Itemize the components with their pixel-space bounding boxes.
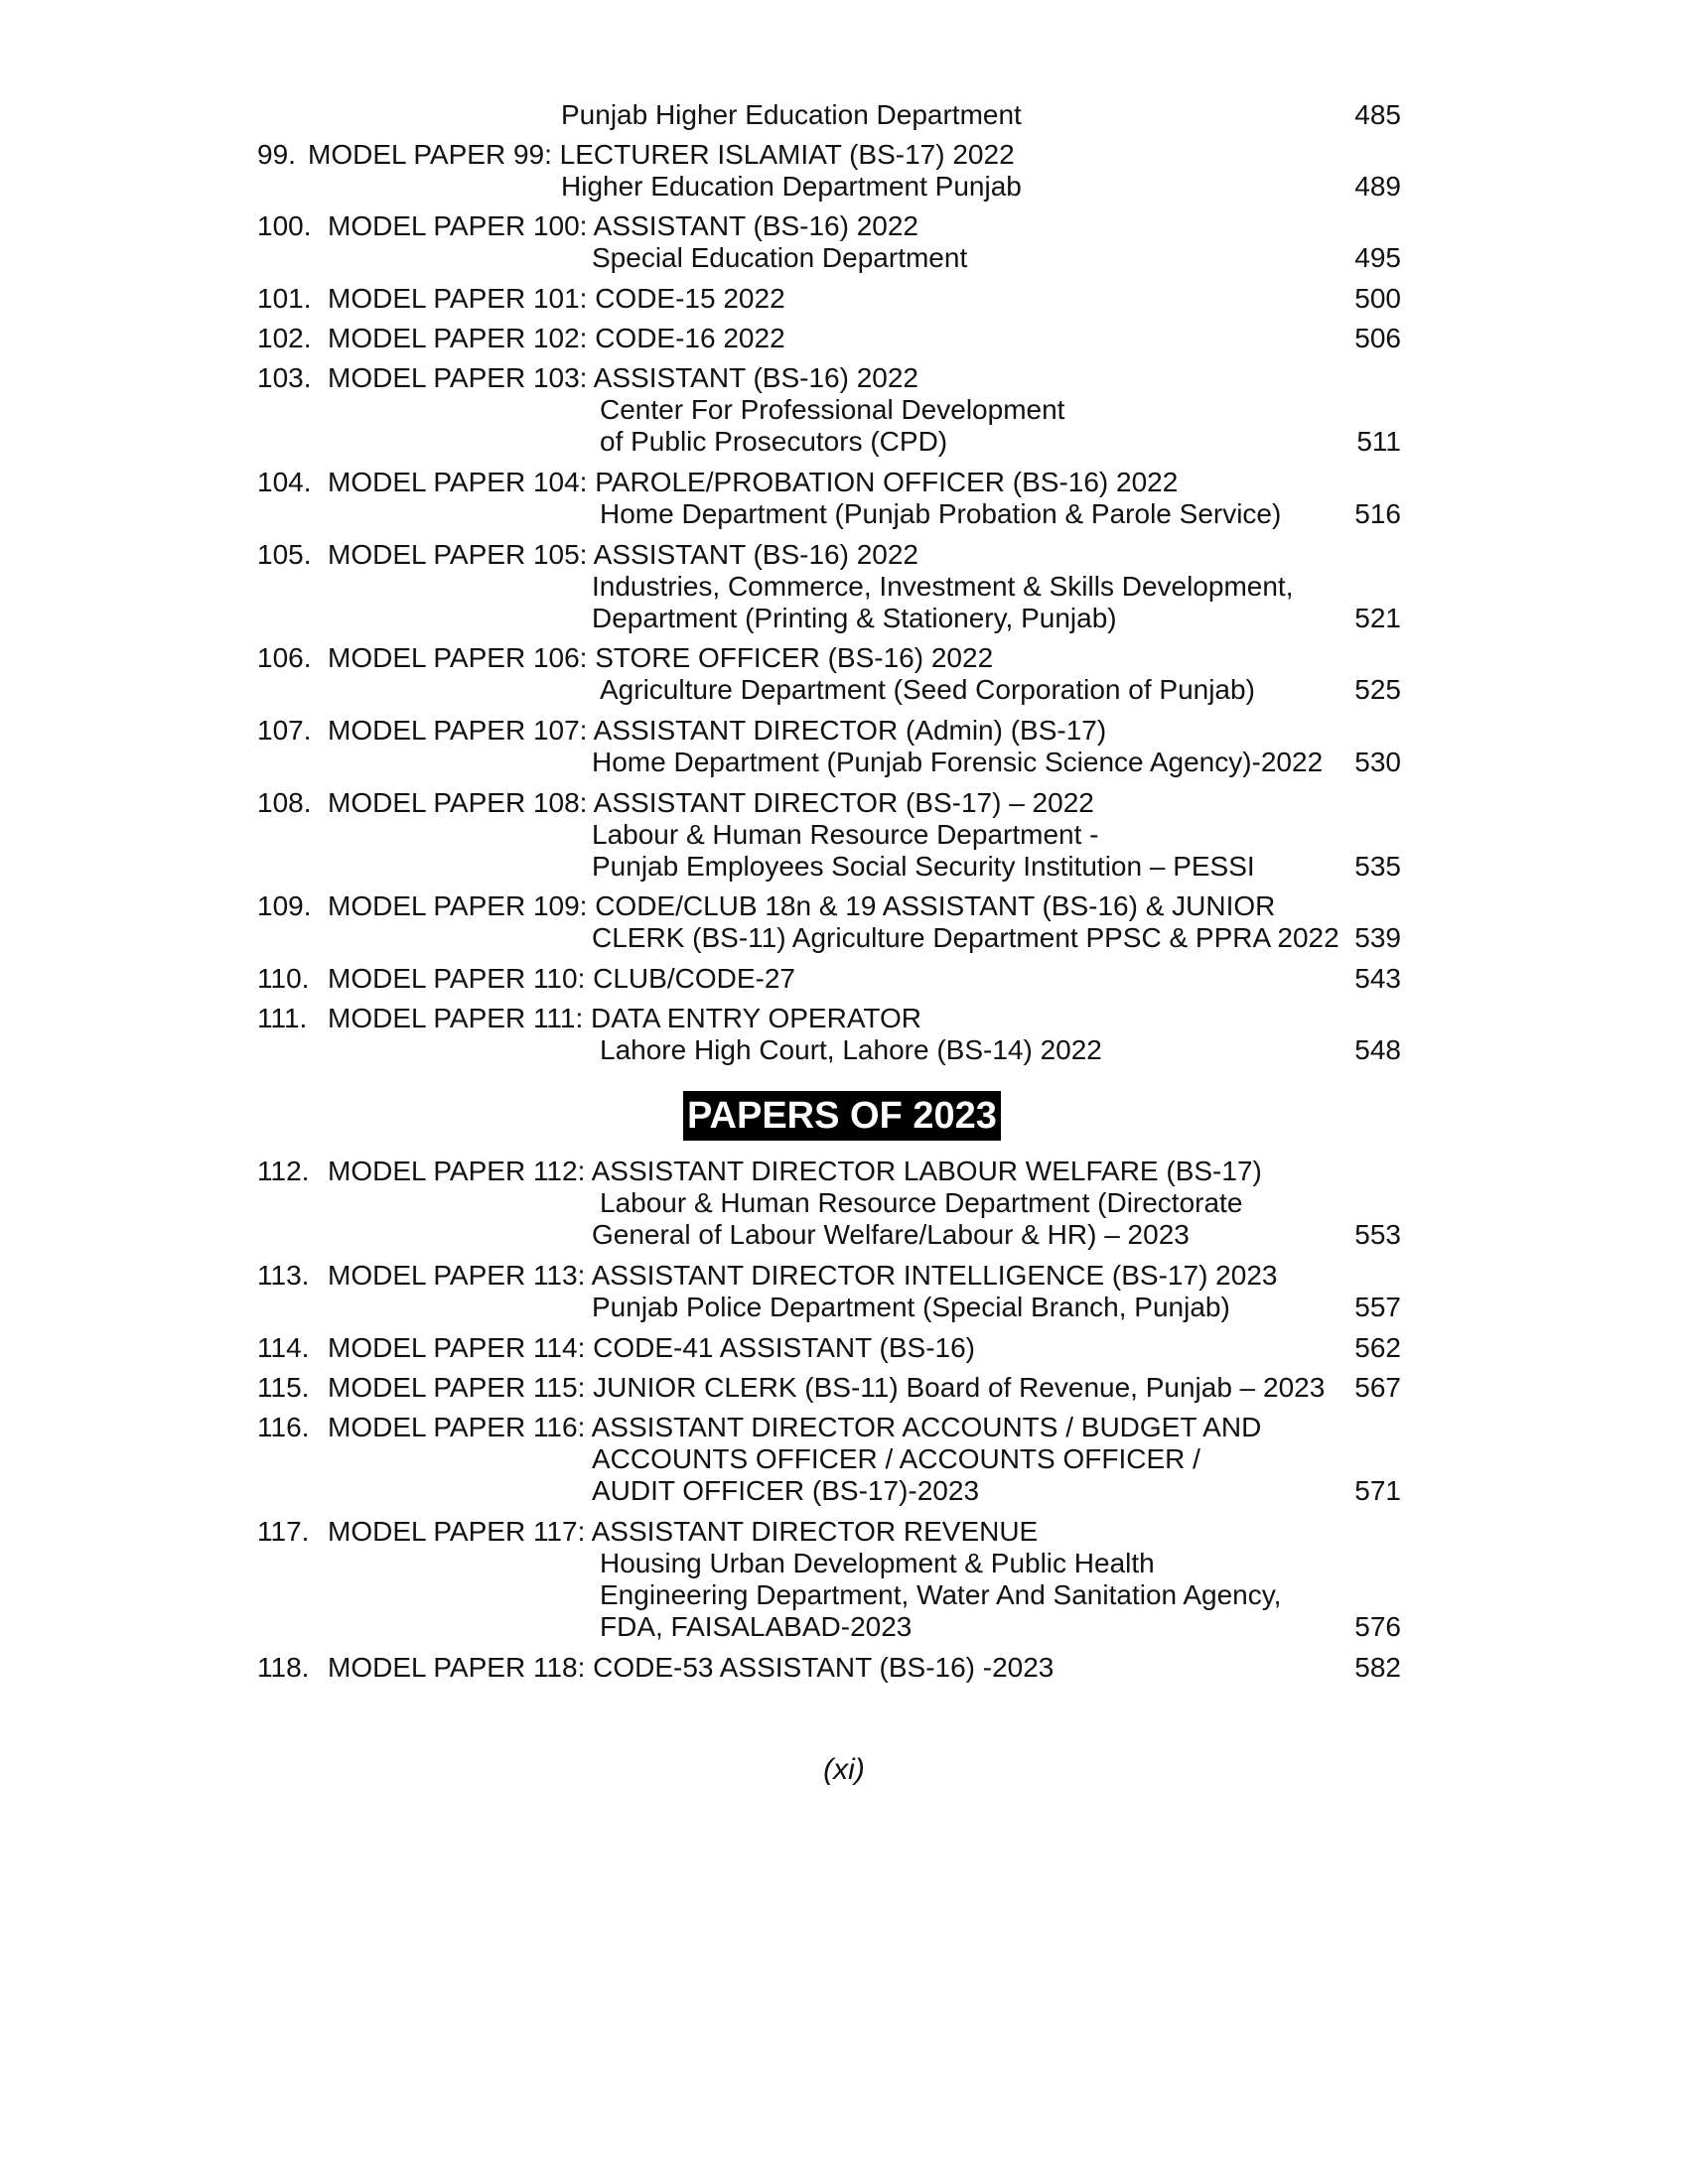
toc-entry-title: MODEL PAPER 112: ASSISTANT DIRECTOR LABOUR WELFARE (BS-17) (328, 1156, 1262, 1186)
toc-entry-number: 110. (257, 963, 310, 994)
toc-subtitle: Lahore High Court, Lahore (BS-14) 2022 (600, 1034, 1102, 1065)
toc-entry-title: MODEL PAPER 100: ASSISTANT (BS-16) 2022 (328, 210, 918, 241)
toc-entry-title: MODEL PAPER 99: LECTURER ISLAMIAT (BS-17) 2022 (308, 139, 1015, 170)
toc-entry-number: 100. (257, 210, 312, 241)
toc-entry-number: 116. (257, 1412, 310, 1442)
toc-subtitle: Housing Urban Development & Public Health (600, 1548, 1155, 1578)
toc-page-number: 553 (1354, 1219, 1401, 1250)
toc-page-number: 557 (1354, 1292, 1401, 1322)
toc-subtitle: Home Department (Punjab Forensic Science Agency)-2022 (592, 747, 1324, 777)
toc-entry-title: MODEL PAPER 118: CODE-53 ASSISTANT (BS-16) -2023 (328, 1652, 1055, 1683)
toc-page-number: 567 (1354, 1372, 1401, 1403)
toc-entry-number: 114. (257, 1332, 310, 1363)
toc-page-number: 525 (1354, 674, 1401, 705)
toc-entry-title: MODEL PAPER 117: ASSISTANT DIRECTOR REVENUE (328, 1516, 1039, 1547)
toc-entry-title: MODEL PAPER 109: CODE/CLUB 18n & 19 ASSISTANT (BS-16) & JUNIOR (328, 890, 1276, 921)
toc-subtitle: Higher Education Department Punjab (561, 171, 1022, 202)
toc-entry-number: 107. (257, 715, 312, 746)
toc-entry-number: 105. (257, 539, 312, 570)
toc-entry-number: 102. (257, 323, 312, 353)
toc-subtitle: Punjab Higher Education Department (561, 99, 1022, 130)
toc-page-number: 489 (1354, 171, 1401, 202)
toc-subtitle: Home Department (Punjab Probation & Parole Service) (600, 498, 1282, 529)
toc-page-number: 539 (1354, 922, 1401, 953)
toc-entry-number: 118. (257, 1652, 310, 1683)
toc-entry-number: 108. (257, 787, 312, 818)
page-folio: (xi) (823, 1753, 865, 1786)
toc-subtitle: Special Education Department (592, 242, 968, 273)
toc-entry-number: 111. (257, 1003, 308, 1033)
toc-subtitle: Labour & Human Resource Department (Directorate (600, 1187, 1243, 1218)
toc-subtitle: Industries, Commerce, Investment & Skills Development, (592, 571, 1294, 602)
toc-entry-number: 113. (257, 1260, 310, 1291)
toc-page-number: 543 (1354, 963, 1401, 994)
toc-page-number: 530 (1354, 747, 1401, 777)
toc-entry-title: MODEL PAPER 104: PAROLE/PROBATION OFFICER (BS-16) 2022 (328, 467, 1179, 497)
toc-page-number: 511 (1356, 426, 1401, 457)
toc-entry-title: MODEL PAPER 106: STORE OFFICER (BS-16) 2022 (328, 642, 994, 673)
toc-subtitle: General of Labour Welfare/Labour & HR) – 2023 (592, 1219, 1190, 1250)
toc-entry-title: MODEL PAPER 116: ASSISTANT DIRECTOR ACCOUNTS / BUDGET AND (328, 1412, 1262, 1442)
toc-entry-title: MODEL PAPER 101: CODE-15 2022 (328, 283, 785, 314)
toc-subtitle: Punjab Police Department (Special Branch, Punjab) (592, 1292, 1230, 1322)
toc-subtitle: Engineering Department, Water And Sanitation Agency, (600, 1579, 1282, 1610)
toc-entry-title: MODEL PAPER 114: CODE-41 ASSISTANT (BS-16) (328, 1332, 975, 1363)
toc-page-number: 485 (1354, 99, 1401, 130)
toc-entry-number: 103. (257, 362, 312, 393)
toc-subtitle: Punjab Employees Social Security Institution – PESSI (592, 851, 1255, 882)
toc-subtitle: AUDIT OFFICER (BS-17)-2023 (592, 1475, 980, 1506)
toc-entry-number: 104. (257, 467, 312, 497)
toc-subtitle: CLERK (BS-11) Agriculture Department PPSC & PPRA 2022 (592, 922, 1339, 953)
toc-subtitle: ACCOUNTS OFFICER / ACCOUNTS OFFICER / (592, 1443, 1200, 1474)
toc-entry-title: MODEL PAPER 110: CLUB/CODE-27 (328, 963, 795, 994)
toc-entry-title: MODEL PAPER 102: CODE-16 2022 (328, 323, 785, 353)
toc-page-number: 506 (1354, 323, 1401, 353)
toc-subtitle: of Public Prosecutors (CPD) (600, 426, 948, 457)
toc-page-number: 495 (1354, 242, 1401, 273)
toc-subtitle: Department (Printing & Stationery, Punjab) (592, 603, 1117, 633)
toc-entry-title: MODEL PAPER 103: ASSISTANT (BS-16) 2022 (328, 362, 918, 393)
toc-subtitle: Center For Professional Development (600, 394, 1065, 425)
toc-page-number: 582 (1354, 1652, 1401, 1683)
toc-subtitle: Labour & Human Resource Department - (592, 819, 1099, 850)
section-heading: PAPERS OF 2023 (683, 1091, 1001, 1141)
toc-page-number: 562 (1354, 1332, 1401, 1363)
toc-page-number: 500 (1354, 283, 1401, 314)
toc-entry-number: 115. (257, 1372, 310, 1403)
toc-entry-number: 101. (257, 283, 312, 314)
toc-entry-title: MODEL PAPER 107: ASSISTANT DIRECTOR (Admin) (BS-17) (328, 715, 1107, 746)
toc-entry-number: 112. (257, 1156, 310, 1186)
toc-page-number: 576 (1354, 1611, 1401, 1642)
toc-page-number: 571 (1354, 1475, 1401, 1506)
toc-subtitle: FDA, FAISALABAD-2023 (600, 1611, 913, 1642)
toc-entry-title: MODEL PAPER 108: ASSISTANT DIRECTOR (BS-17) – 2022 (328, 787, 1094, 818)
toc-page-number: 516 (1354, 498, 1401, 529)
toc-page-number: 535 (1354, 851, 1401, 882)
toc-entry-number: 106. (257, 642, 312, 673)
toc-entry-title: MODEL PAPER 105: ASSISTANT (BS-16) 2022 (328, 539, 918, 570)
toc-page-number: 548 (1354, 1034, 1401, 1065)
toc-entry-title: MODEL PAPER 111: DATA ENTRY OPERATOR (328, 1003, 922, 1033)
toc-entry-title: MODEL PAPER 113: ASSISTANT DIRECTOR INTELLIGENCE (BS-17) 2023 (328, 1260, 1278, 1291)
toc-subtitle: Agriculture Department (Seed Corporation of Punjab) (600, 674, 1255, 705)
toc-page-number: 521 (1354, 603, 1401, 633)
toc-entry-number: 99. (257, 139, 296, 170)
toc-entry-number: 117. (257, 1516, 310, 1547)
toc-entry-title: MODEL PAPER 115: JUNIOR CLERK (BS-11) Board of Revenue, Punjab – 2023 (328, 1372, 1326, 1403)
toc-entry-number: 109. (257, 890, 312, 921)
